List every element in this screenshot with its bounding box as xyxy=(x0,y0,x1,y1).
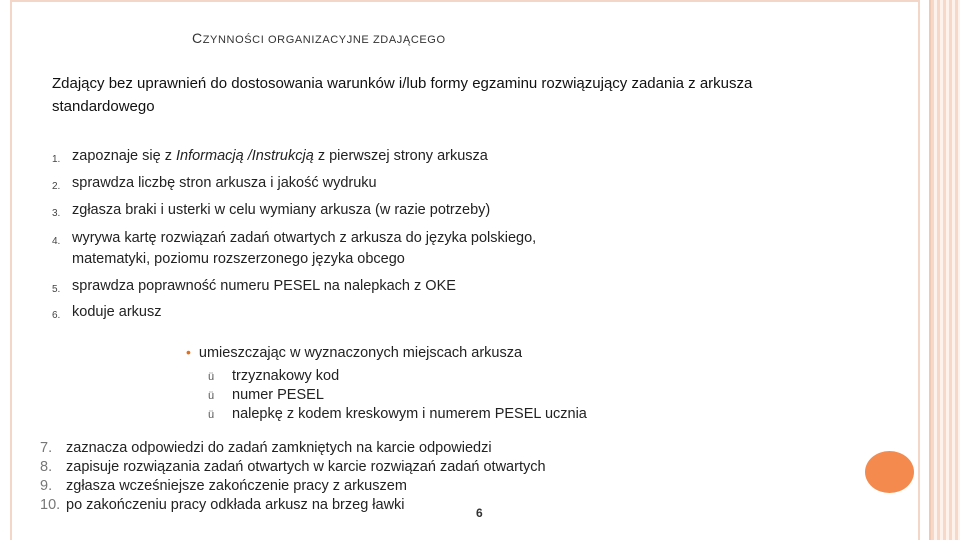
list-item-text-line-2: matematyki, poziomu rozszerzonego języka obcego xyxy=(72,251,405,267)
slide-title-initial: C xyxy=(192,30,203,46)
text-post: z pierwszej strony arkusza xyxy=(313,148,488,164)
frame-top-line xyxy=(10,0,920,2)
list-item-7 xyxy=(40,440,492,456)
striped-side-panel xyxy=(931,0,960,540)
list-item-9 xyxy=(40,478,407,494)
frame-left-line xyxy=(10,0,12,540)
check-item-text: nalepkę z kodem kreskowym i numerem PESEL ucznia xyxy=(232,406,587,422)
list-item-number: 8. xyxy=(40,459,53,475)
list-item-number: 5. xyxy=(52,284,61,295)
intro-line-2: standardowego xyxy=(52,98,155,115)
intro-line-1: Zdający bez uprawnień do dostosowania warunków i/lub formy egzaminu rozwiązujący zadania z arkusza xyxy=(52,75,753,92)
list-item-text: zaznacza odpowiedzi do zadań zamkniętych na karcie odpowiedzi xyxy=(66,440,492,456)
slide-title-rest: ZYNNOŚCI ORGANIZACYJNE ZDAJĄCEGO xyxy=(202,34,446,46)
check-item-3 xyxy=(208,406,587,422)
list-item-number: 3. xyxy=(52,208,61,219)
list-item-number: 10. xyxy=(40,497,61,513)
intro-text xyxy=(52,72,882,118)
list-item-number: 1. xyxy=(52,154,61,165)
list-item-text: koduje arkusz xyxy=(72,304,162,320)
frame-right-line xyxy=(918,0,920,540)
sub-bullet xyxy=(186,344,522,361)
list-item-number: 9. xyxy=(40,478,53,494)
list-item-text: sprawdza poprawność numeru PESEL na nalepkach z OKE xyxy=(72,278,456,294)
sub-bullet-text: umieszczając w wyznaczonych miejscach arkusza xyxy=(198,345,523,361)
page-number: 6 xyxy=(476,506,483,520)
check-item-2 xyxy=(208,387,324,403)
orange-oval-shape xyxy=(865,451,914,493)
list-item-number: 7. xyxy=(40,440,53,456)
checkmark-icon: ü xyxy=(208,409,215,421)
list-item-text-line-1: wyrywa kartę rozwiązań zadań otwartych z arkusza do języka polskiego, xyxy=(72,230,537,246)
list-item-number: 6. xyxy=(52,310,61,321)
list-item-text: zgłasza braki i usterki w celu wymiany arkusza (w razie potrzeby) xyxy=(72,202,491,218)
list-item-number: 4. xyxy=(52,236,61,247)
checkmark-icon: ü xyxy=(208,390,215,402)
list-item-text xyxy=(72,146,488,167)
check-item-text: numer PESEL xyxy=(232,387,324,403)
list-item-number: 2. xyxy=(52,181,61,192)
list-item-text: zgłasza wcześniejsze zakończenie pracy z arkuszem xyxy=(66,478,407,494)
list-item-text: sprawdza liczbę stron arkusza i jakość wydruku xyxy=(72,175,377,191)
checkmark-icon: ü xyxy=(208,371,215,383)
check-item-1 xyxy=(208,368,339,384)
slide-title xyxy=(192,30,446,46)
text-italic: Informacją /Instrukcją xyxy=(175,148,314,164)
text-pre: zapoznaje się z xyxy=(72,148,176,164)
list-item-text: zapisuje rozwiązania zadań otwartych w karcie rozwiązań zadań otwartych xyxy=(66,459,546,475)
check-item-text: trzyznakowy kod xyxy=(232,368,340,384)
list-item-text: po zakończeniu pracy odkłada arkusz na brzeg ławki xyxy=(66,497,405,513)
bullet-dot-icon: • xyxy=(186,344,191,360)
list-item-10 xyxy=(40,497,405,513)
list-item-8 xyxy=(40,459,546,475)
